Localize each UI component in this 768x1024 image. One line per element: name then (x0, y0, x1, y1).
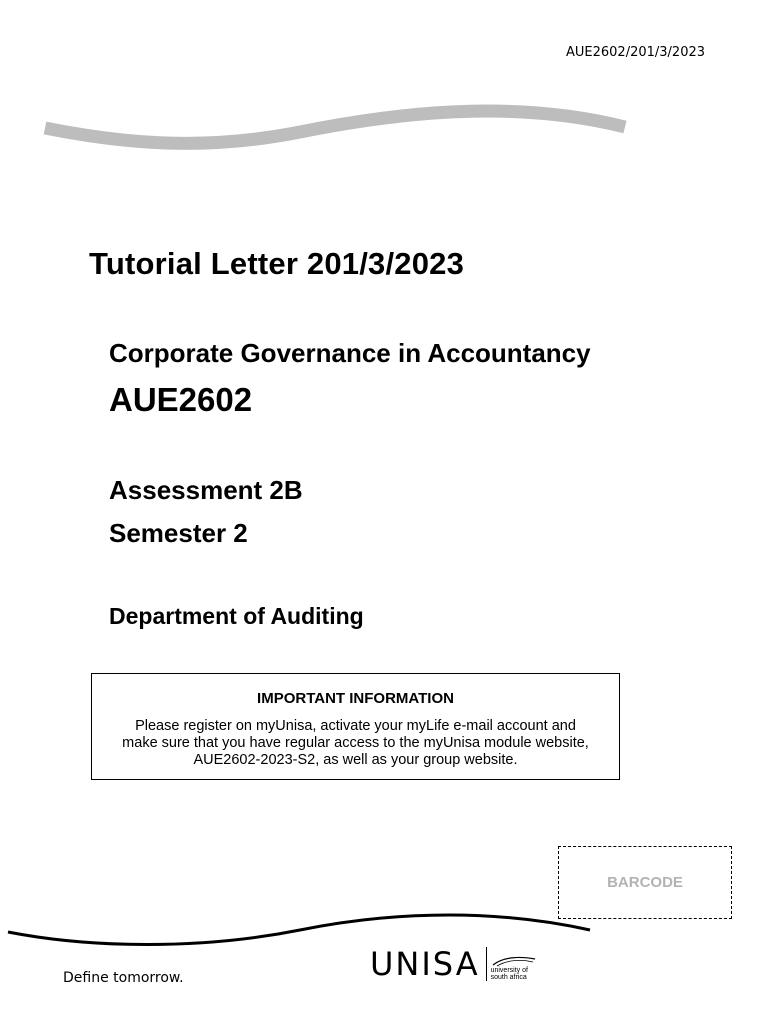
document-reference: AUE2602/201/3/2023 (566, 45, 706, 60)
important-information-heading: IMPORTANT INFORMATION (257, 690, 454, 707)
assessment-label: Assessment 2B (109, 475, 303, 505)
department-label: Department of Auditing (109, 603, 364, 629)
semester-label: Semester 2 (109, 518, 248, 548)
logo-divider (486, 947, 487, 981)
module-name: Corporate Governance in Accountancy (109, 338, 591, 368)
tutorial-letter-title: Tutorial Letter 201/3/2023 (89, 246, 465, 281)
important-information-box (91, 673, 620, 780)
barcode-label: BARCODE (607, 874, 683, 891)
logo-subline: university of south africa (490, 967, 528, 981)
unisa-logo-wordmark: UNISA (370, 945, 480, 983)
top-swoosh-graphic (40, 90, 640, 160)
module-code: AUE2602 (109, 381, 253, 418)
logo-bird-icon (491, 955, 537, 967)
important-information-body: Please register on myUnisa, activate your myLife e-mail account and make sure that you have regular access to the myUnisa module website, AUE2602-2023-S2, as well as your group website. (122, 718, 589, 768)
footer-tagline: Define tomorrow. (63, 970, 184, 986)
logo-right-block (491, 947, 539, 981)
unisa-logo (370, 945, 539, 983)
